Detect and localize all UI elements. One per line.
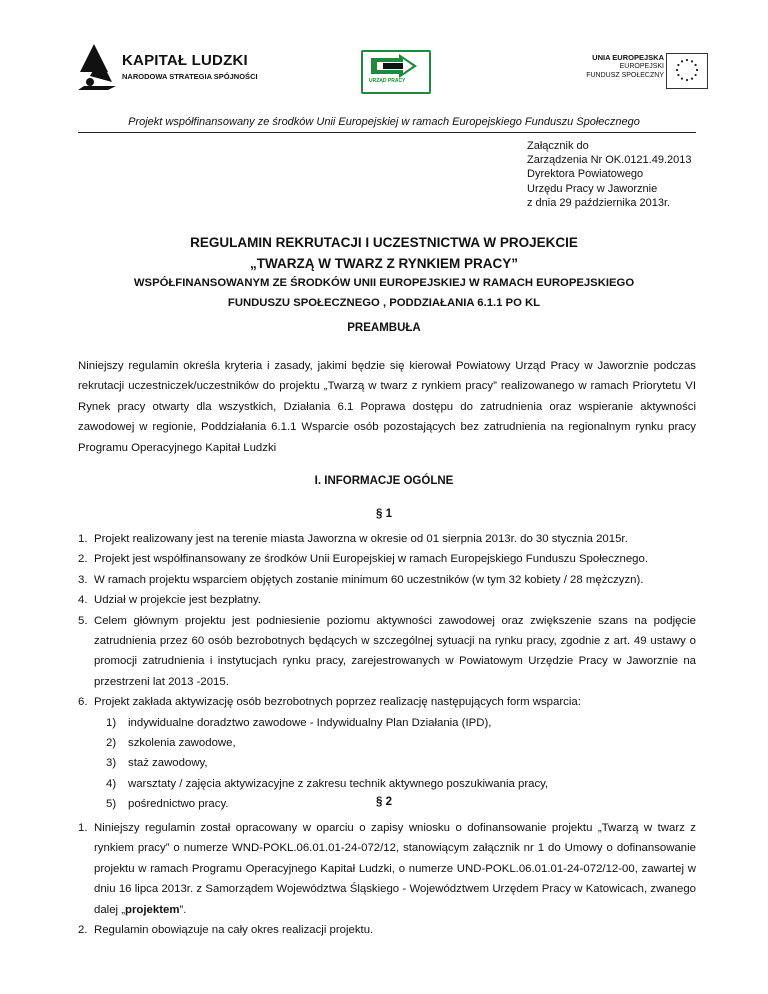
urzad-pracy-label: URZĄD PRACY xyxy=(369,78,406,84)
list-item: 3. W ramach projektu wsparciem objętych zostanie minimum 60 uczestników (w tym 32 kobiety / 28 mężczyzn). xyxy=(78,573,644,586)
sub-list-item: 3) staż zawodowy, xyxy=(106,757,208,770)
projekt-term: projektem xyxy=(125,903,180,916)
document-title-project-name: „TWARZĄ W TWARZ Z RYNKIEM PRACY” xyxy=(250,256,518,271)
paragraph-heading: § 1 xyxy=(376,508,392,520)
document-title: REGULAMIN REKRUTACJI I UCZESTNICTWA W PROJEKCIE xyxy=(190,235,578,250)
urzad-pracy-arrow-icon xyxy=(363,52,429,92)
list-item: 4. Udział w projekcie jest bezpłatny. xyxy=(78,594,261,607)
eu-line1: UNIA EUROPEJSKA xyxy=(592,53,664,62)
document-subtitle: WSPÓŁFINANSOWANYM ZE ŚRODKÓW UNII EUROPEJSKIEJ W RAMACH EUROPEJSKIEGO xyxy=(133,277,635,289)
annex-line: z dnia 29 października 2013r. xyxy=(527,196,671,209)
list-item: 5. Celem głównym projektu jest podniesienie poziomu aktywności zawodowej oraz zwiększenie szans na podjęcie zatrudnienia przez 60 osób bezrobotnych będących w szczególnej sytuacji na rynku pracy, zgodnie z art. 49 ustawy o promocji zatrudnienia i instytucjach rynku pracy, zarejestrowanych w Powiatowym Urzędzie Pracy w Jaworznie na przestrzeni lat 2013 -2015. xyxy=(78,614,696,688)
document-subtitle: FUNDUSZU SPOŁECZNEGO , PODDZIAŁANIA 6.1.1 PO KL xyxy=(227,297,541,309)
annex-block xyxy=(527,139,692,210)
sub-list-item: 4) warsztaty / zajęcia aktywizacyjne z zakresu technik aktywnego poszukiwania pracy, xyxy=(106,777,549,790)
eu-line2: EUROPEJSKI xyxy=(619,63,664,70)
annex-line: Dyrektora Powiatowego xyxy=(527,168,644,181)
eu-line3: FUNDUSZ SPOŁECZNY xyxy=(586,72,664,79)
kapital-ludzki-logo xyxy=(78,42,278,94)
urzad-pracy-logo xyxy=(361,50,431,94)
list-item: 1. Niniejszy regulamin został opracowany w oparciu o zapisy wniosku o dofinansowanie projektu „Twarzą w twarz z rynkiem pracy” o numerze WND-POKL.06.01.01-24-072/12, stanowiącym załącznik nr 1 do Umowy o dofinansowanie projektu w ramach Programu Operacyjnego Kapitał Ludzki, o numerze UND-POKL.06.01.01-24-072/12-00, zawartej w dniu 16 lipca 2013r. z Samorządem Województwa Śląskiego - Województwem Urzędem Pracy w Katowicach, zwanego dalej „projektem”. xyxy=(78,822,696,916)
paragraph-heading: § 2 xyxy=(376,796,392,808)
list-item: 1. Projekt realizowany jest na terenie miasta Jaworzna w okresie od 01 sierpnia 2013r. do 30 stycznia 2015r. xyxy=(78,533,628,545)
paragraph2-list xyxy=(78,818,696,940)
kl-title: KAPITAŁ LUDZKI xyxy=(122,52,248,69)
list-item: 2. Projekt jest współfinansowany ze środków Unii Europejskiej w ramach Europejskiego Funduszu Społecznego. xyxy=(78,553,648,566)
project-cofinancing-line: Projekt współfinansowany ze środków Unii Europejskiej w ramach Europejskiego Funduszu Społecznego xyxy=(128,116,640,128)
annex-line: Urzędu Pracy w Jaworznie xyxy=(527,182,658,195)
paragraph1-list xyxy=(78,529,696,815)
eu-logo xyxy=(584,53,708,87)
preamble-text: Niniejszy regulamin określa kryteria i zasady, jakimi będzie się kierował Powiatowy Urząd Pracy w Jaworznie podczas rekrutacji uczestniczek/uczestników do projektu „Twarzą w twarz z rynkiem pracy” realizowanego w ramach Priorytetu VI Rynek pracy otwarty dla wszystkich, Działania 6.1 Poprawa dostępu do zatrudnienia oraz wspieranie aktywności zawodowej w regionie, Poddziałania 6.1.1 Wsparcie osób pozostających bez zatrudnienia na regionalnym rynku pracy Programu Operacyjnego Kapitał Ludzki xyxy=(78,360,696,454)
kapital-ludzki-emblem-icon xyxy=(78,42,118,90)
eu-text xyxy=(586,53,664,80)
section-heading: I. INFORMACJE OGÓLNE xyxy=(314,475,454,487)
list-item: 2. Regulamin obowiązuje na cały okres realizacji projektu. xyxy=(78,924,374,937)
annex-line: Załącznik do xyxy=(527,140,589,152)
preamble-heading: PREAMBUŁA xyxy=(347,322,421,334)
kl-subtitle: NARODOWA STRATEGIA SPÓJNOŚCI xyxy=(122,72,258,81)
sub-list-item: 2) szkolenia zawodowe, xyxy=(106,737,236,750)
sub-list-item: 5) pośrednictwo pracy. xyxy=(106,798,229,811)
header-divider xyxy=(78,132,696,133)
sub-list-item: 1) indywidualne doradztwo zawodowe - Indywidualny Plan Działania (IPD), xyxy=(106,716,492,729)
eu-flag-icon xyxy=(666,53,708,89)
list-item: 6. Projekt zakłada aktywizację osób bezrobotnych poprzez realizację następujących form wsparcia: 1) indywidualne doradztwo zawodowe - Indywidualny Plan Działania (IPD), 2) szkolenia zawodowe, 3) staż zawodowy, 4) warsztaty / zajęcia aktywizacyjne z zakresu technik aktywnego poszukiwania pracy, 5) pośrednictwo pracy. xyxy=(78,692,696,814)
annex-line: Zarządzenia Nr OK.0121.49.2013 xyxy=(527,154,692,167)
